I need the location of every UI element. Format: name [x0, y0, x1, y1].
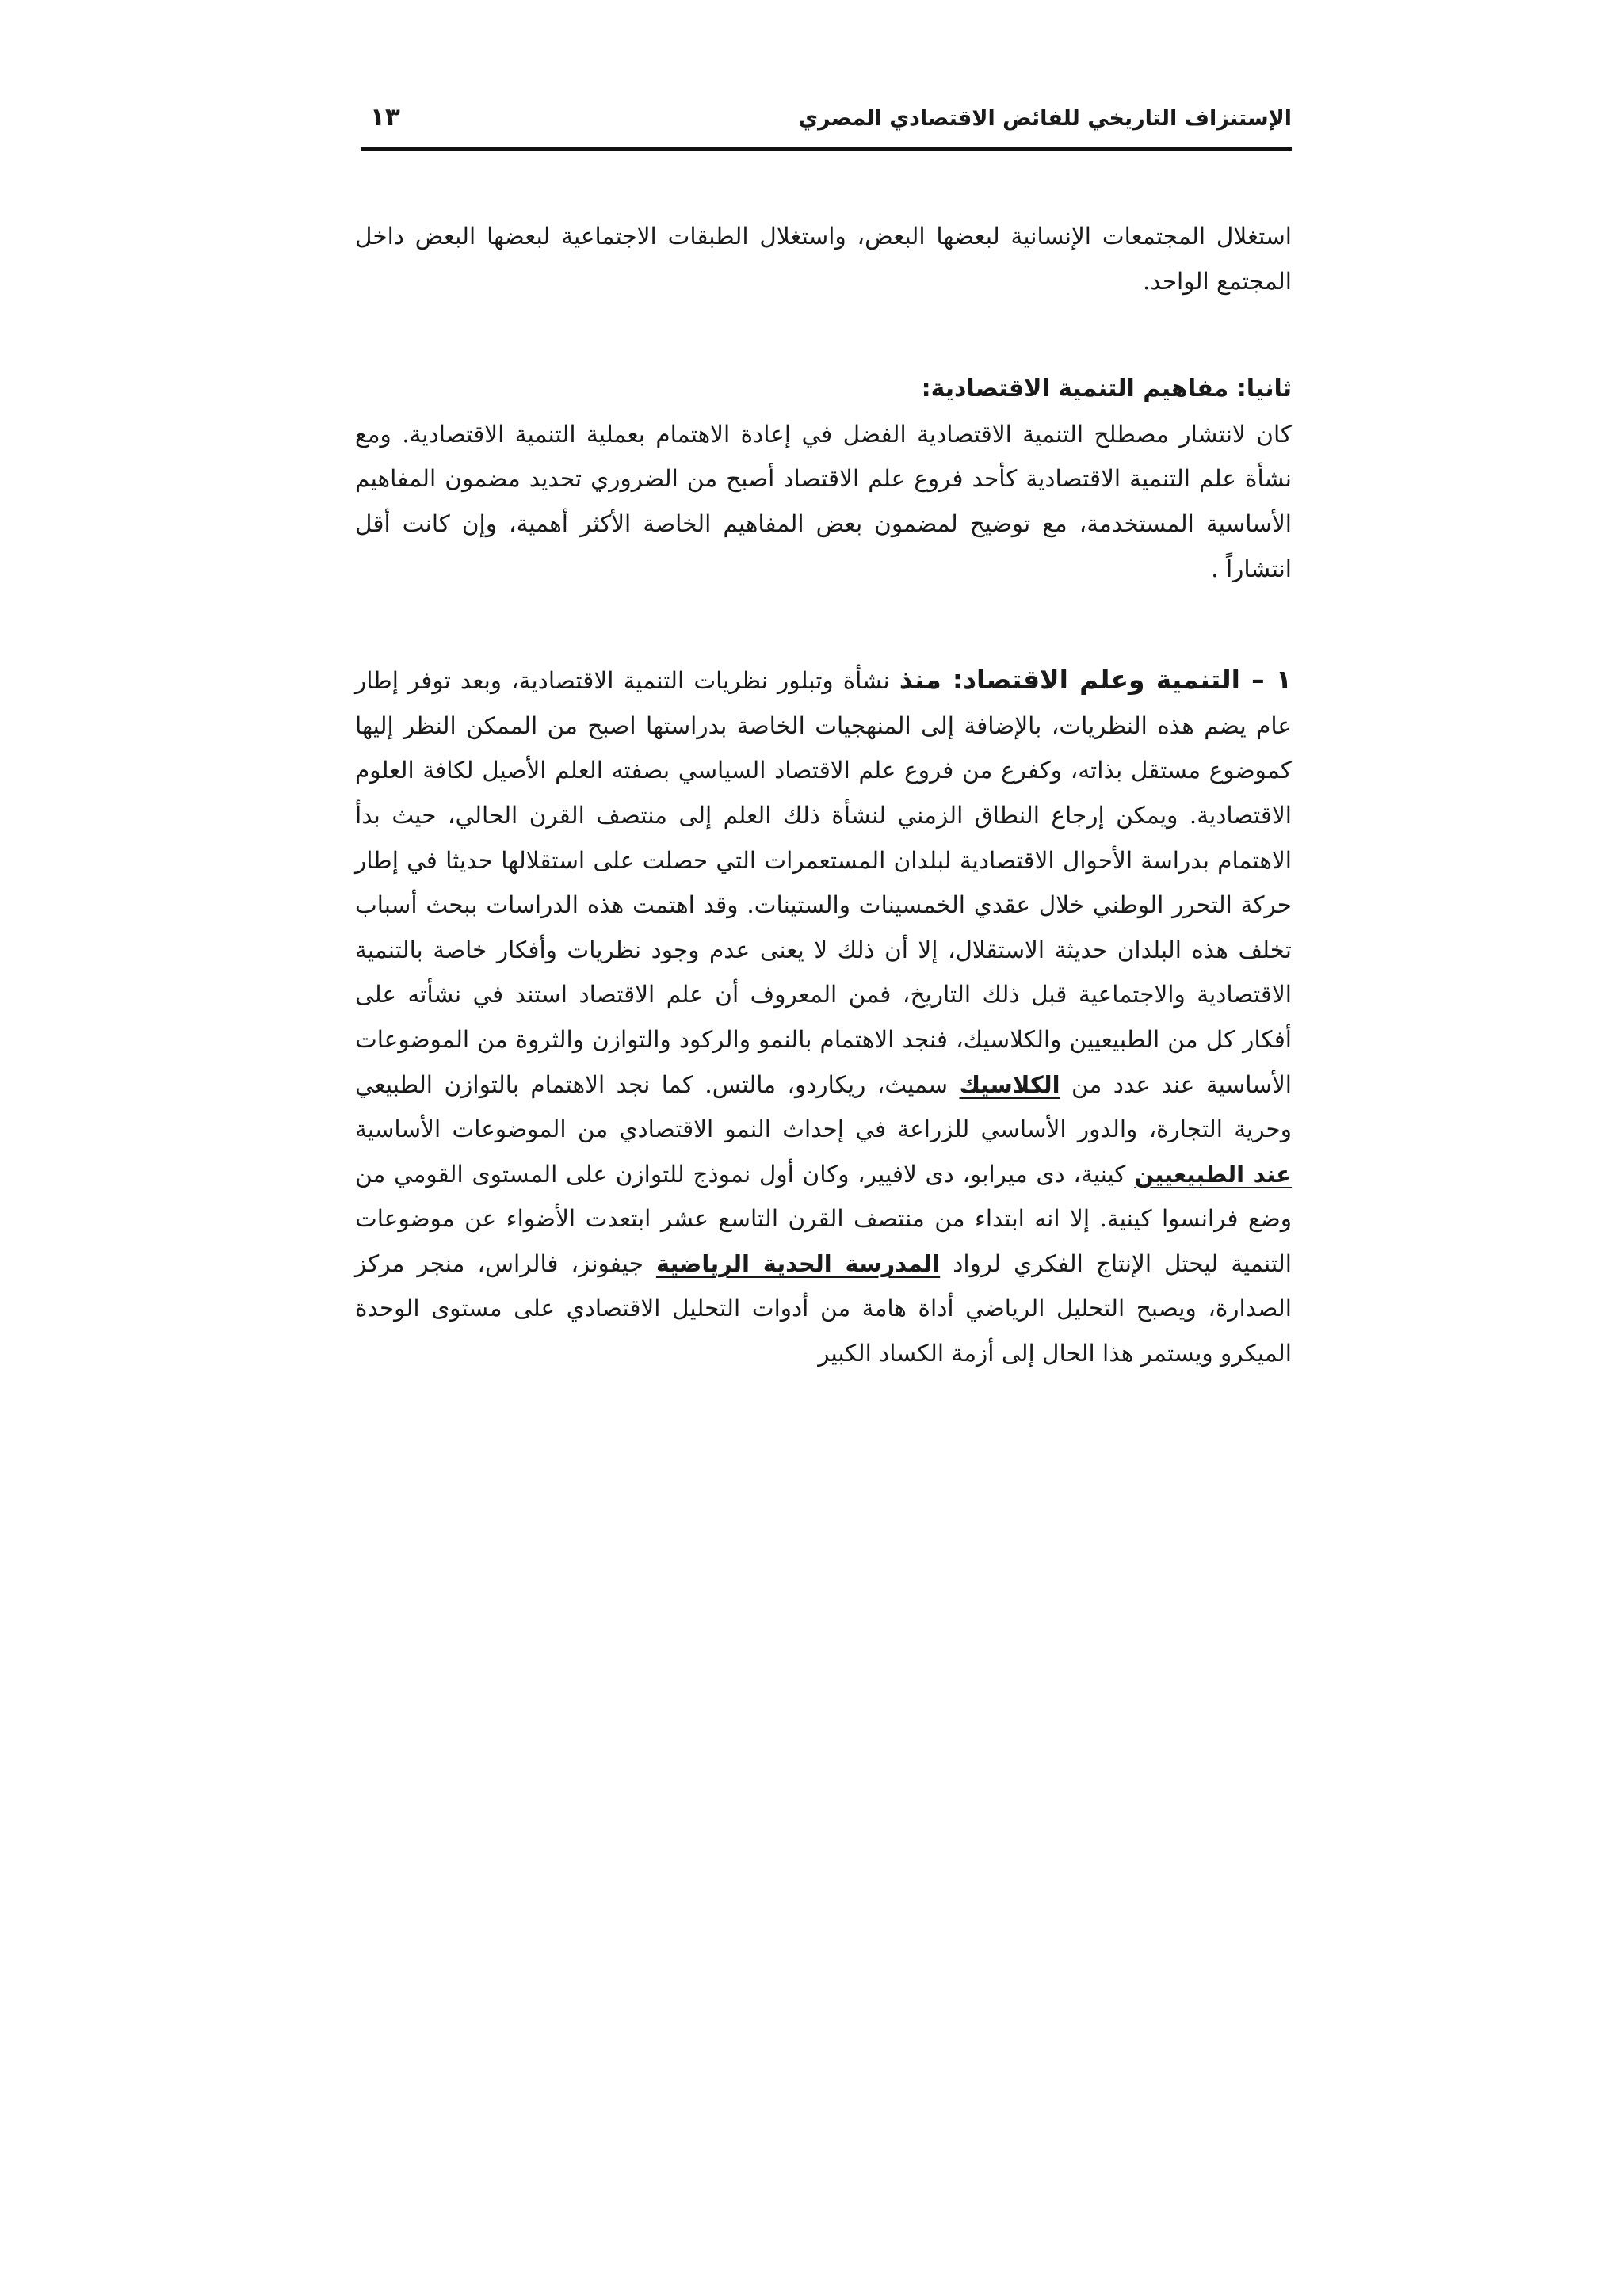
body-text	[355, 214, 1292, 1376]
subsection-lead: ١ – التنمية وعلم الاقتصاد: منذ	[899, 664, 1292, 696]
paragraph-text-2: سميث، ريكاردو، مالتس. كما نجد الاهتمام بالتوازن الطبيعي وحرية التجارة، والدور الأساسي للزراعة في إحداث النمو الاقتصادي من الموضوعات الأساسية	[355, 1070, 1292, 1143]
paragraph-development-economics	[355, 658, 1292, 1376]
term-physiocrats: عند الطبيعيين	[1134, 1160, 1292, 1188]
term-classics: الكلاسيك	[959, 1070, 1060, 1098]
paragraph-concepts: كان لانتشار مصطلح التنمية الاقتصادية الفضل في إعادة الاهتمام بعملية التنمية الاقتصادية. ومع نشأة علم التنمية الاقتصادية كأحد فروع علم الاقتصاد أصبح من الضروري تحديد مضمون المفاهيم الأساسية المستخدمة، مع توضيح لمضمون بعض المفاهيم الخاصة الأكثر أهمية، وإن كانت أقل انتشاراً .	[355, 420, 1292, 582]
paragraph-text-3: كينية، دى ميرابو، دى لافيير، وكان أول نموذج للتوازن على المستوى القومي من وضع فرانسوا كينية. إلا انه ابتداء من منتصف القرن التاسع عشر ابتعدت الأضواء عن موضوعات التنمية ليحتل الإنتاج الفكري لرواد	[355, 1160, 1292, 1277]
running-header	[361, 101, 1292, 149]
running-title: الإستنزاف التاريخي للفائض الاقتصادي المصري	[798, 106, 1292, 131]
page-number: ١٣	[370, 103, 400, 132]
paragraph-text-1: نشأة وتبلور نظريات التنمية الاقتصادية، وبعد توفر إطار عام يضم هذه النظريات، بالإضافة إلى المنهجيات الخاصة بدراستها اصبح من الممكن النظر إليها كموضوع مستقل بذاته، وكفرع من فروع علم الاقتصاد السياسي بصفته العلم الأصيل لكافة العلوم الاقتصادية. ويمكن إرجاع النطاق الزمني لنشأة ذلك العلم إلى منتصف القرن الحالي، حيث بدأ الاهتمام بدراسة الأحوال الاقتصادية لبلدان المستعمرات التي حصلت على استقلالها حديثا في إطار حركة التحرر الوطني خلال عقدي الخمسينات والستينات. وقد اهتمت هذه الدراسات ببحث أسباب تخلف هذه البلدان حديثة الاستقلال، إلا أن ذلك لا يعنى عدم وجود نظريات وأفكار خاصة بالتنمية الاقتصادية والاجتماعية قبل ذلك التاريخ، فمن المعروف أن علم الاقتصاد استند في نشأته على أفكار كل من الطبيعيين والكلاسيك، فنجد الاهتمام بالنمو والركود والتوازن والثروة من الموضوعات الأساسية عند عدد من	[355, 667, 1292, 1098]
term-marginalist-school: المدرسة الحدية الرياضية	[655, 1249, 941, 1277]
header-rule	[361, 147, 1292, 151]
paragraph-text-4: جيفونز، فالراس، منجر مركز الصدارة، ويصبح التحليل الرياضي أداة هامة من أدوات التحليل الاقتصادي على مستوى الوحدة الميكرو ويستمر هذا الحال إلى أزمة الكساد الكبير	[355, 1249, 1292, 1367]
section-heading: ثانيا: مفاهيم التنمية الاقتصادية:	[921, 375, 1292, 403]
paragraph-intro: استغلال المجتمعات الإنسانية لبعضها البعض، واستغلال الطبقات الاجتماعية لبعضها البعض داخل المجتمع الواحد.	[355, 223, 1292, 295]
